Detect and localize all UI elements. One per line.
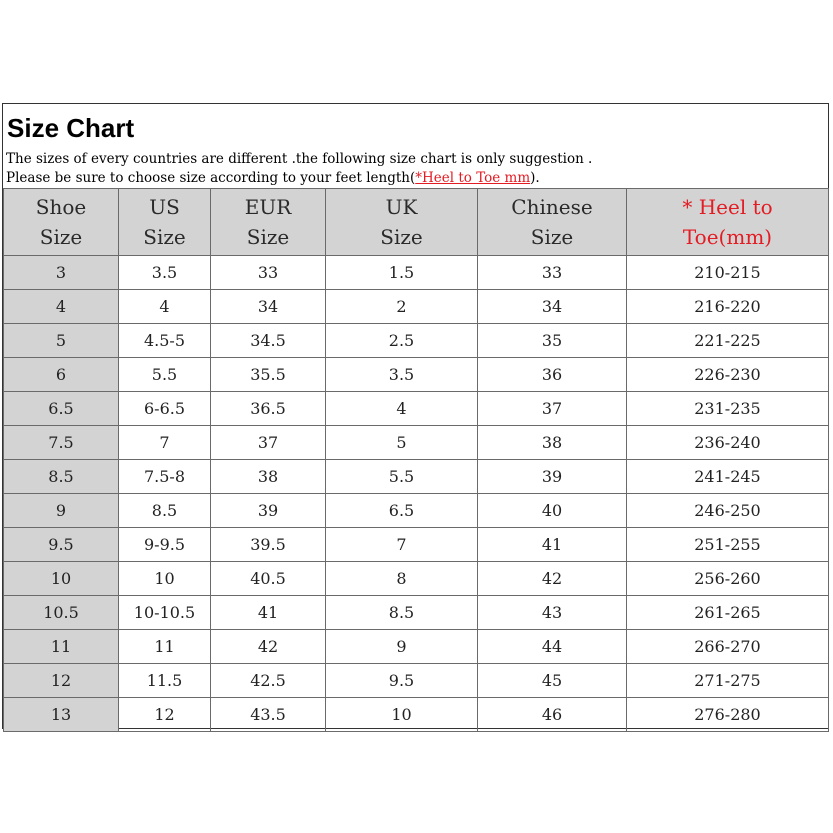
chinese-size-cell: 46 bbox=[478, 698, 627, 732]
header-uk-size: UK Size bbox=[326, 189, 478, 256]
chinese-size-cell: 34 bbox=[478, 290, 627, 324]
uk-size-cell: 5.5 bbox=[326, 460, 478, 494]
shoe-size-cell: 11 bbox=[4, 630, 119, 664]
eur-size-cell: 34.5 bbox=[211, 324, 326, 358]
shoe-size-cell: 7.5 bbox=[4, 426, 119, 460]
chinese-size-cell: 41 bbox=[478, 528, 627, 562]
header-heel-to-toe: * Heel to Toe(mm) bbox=[627, 189, 829, 256]
shoe-size-cell: 9 bbox=[4, 494, 119, 528]
chinese-size-cell: 36 bbox=[478, 358, 627, 392]
shoe-size-cell: 10 bbox=[4, 562, 119, 596]
size-note-highlight: *Heel to Toe mm bbox=[415, 170, 531, 186]
table-row bbox=[4, 664, 829, 698]
us-size-cell: 12 bbox=[119, 698, 211, 732]
eur-size-cell: 38 bbox=[211, 460, 326, 494]
uk-size-cell: 10 bbox=[326, 698, 478, 732]
uk-size-cell: 1.5 bbox=[326, 256, 478, 290]
heel-to-toe-cell: 226-230 bbox=[627, 358, 829, 392]
us-size-cell: 6-6.5 bbox=[119, 392, 211, 426]
us-size-cell: 10-10.5 bbox=[119, 596, 211, 630]
eur-size-cell: 41 bbox=[211, 596, 326, 630]
size-table bbox=[3, 188, 829, 732]
chinese-size-cell: 40 bbox=[478, 494, 627, 528]
chinese-size-cell: 38 bbox=[478, 426, 627, 460]
table-row bbox=[4, 392, 829, 426]
us-size-cell: 7 bbox=[119, 426, 211, 460]
us-size-cell: 11 bbox=[119, 630, 211, 664]
heel-to-toe-cell: 236-240 bbox=[627, 426, 829, 460]
shoe-size-cell: 13 bbox=[4, 698, 119, 732]
us-size-cell: 11.5 bbox=[119, 664, 211, 698]
eur-size-cell: 40.5 bbox=[211, 562, 326, 596]
size-note-line1: The sizes of every countries are different .the following size chart is only suggestion . bbox=[6, 151, 593, 167]
header-chinese-size: Chinese Size bbox=[478, 189, 627, 256]
heel-to-toe-cell: 231-235 bbox=[627, 392, 829, 426]
shoe-size-cell: 9.5 bbox=[4, 528, 119, 562]
chinese-size-cell: 42 bbox=[478, 562, 627, 596]
eur-size-cell: 33 bbox=[211, 256, 326, 290]
table-row bbox=[4, 324, 829, 358]
us-size-cell: 5.5 bbox=[119, 358, 211, 392]
heel-to-toe-cell: 261-265 bbox=[627, 596, 829, 630]
heel-to-toe-cell: 251-255 bbox=[627, 528, 829, 562]
heel-to-toe-cell: 241-245 bbox=[627, 460, 829, 494]
chinese-size-cell: 37 bbox=[478, 392, 627, 426]
heel-to-toe-cell: 271-275 bbox=[627, 664, 829, 698]
size-table-body bbox=[4, 256, 829, 732]
us-size-cell: 8.5 bbox=[119, 494, 211, 528]
eur-size-cell: 42.5 bbox=[211, 664, 326, 698]
table-row bbox=[4, 290, 829, 324]
eur-size-cell: 34 bbox=[211, 290, 326, 324]
eur-size-cell: 39.5 bbox=[211, 528, 326, 562]
uk-size-cell: 9.5 bbox=[326, 664, 478, 698]
us-size-cell: 10 bbox=[119, 562, 211, 596]
us-size-cell: 4.5-5 bbox=[119, 324, 211, 358]
chinese-size-cell: 45 bbox=[478, 664, 627, 698]
table-header-row bbox=[4, 189, 829, 256]
table-row bbox=[4, 426, 829, 460]
heel-to-toe-cell: 210-215 bbox=[627, 256, 829, 290]
table-row bbox=[4, 494, 829, 528]
chinese-size-cell: 35 bbox=[478, 324, 627, 358]
header-us-size: US Size bbox=[119, 189, 211, 256]
chinese-size-cell: 39 bbox=[478, 460, 627, 494]
shoe-size-cell: 8.5 bbox=[4, 460, 119, 494]
size-note-line2 bbox=[6, 170, 540, 186]
shoe-size-cell: 4 bbox=[4, 290, 119, 324]
heel-to-toe-cell: 216-220 bbox=[627, 290, 829, 324]
eur-size-cell: 39 bbox=[211, 494, 326, 528]
us-size-cell: 3.5 bbox=[119, 256, 211, 290]
table-row bbox=[4, 630, 829, 664]
shoe-size-cell: 12 bbox=[4, 664, 119, 698]
header-eur-size: EUR Size bbox=[211, 189, 326, 256]
heel-to-toe-cell: 256-260 bbox=[627, 562, 829, 596]
uk-size-cell: 8.5 bbox=[326, 596, 478, 630]
eur-size-cell: 42 bbox=[211, 630, 326, 664]
uk-size-cell: 4 bbox=[326, 392, 478, 426]
table-row bbox=[4, 596, 829, 630]
uk-size-cell: 9 bbox=[326, 630, 478, 664]
heel-to-toe-cell: 221-225 bbox=[627, 324, 829, 358]
uk-size-cell: 6.5 bbox=[326, 494, 478, 528]
page-title: Size Chart bbox=[7, 113, 135, 143]
uk-size-cell: 3.5 bbox=[326, 358, 478, 392]
table-row bbox=[4, 528, 829, 562]
us-size-cell: 4 bbox=[119, 290, 211, 324]
chinese-size-cell: 33 bbox=[478, 256, 627, 290]
shoe-size-cell: 6.5 bbox=[4, 392, 119, 426]
heel-to-toe-cell: 276-280 bbox=[627, 698, 829, 732]
chinese-size-cell: 44 bbox=[478, 630, 627, 664]
table-row bbox=[4, 358, 829, 392]
us-size-cell: 7.5-8 bbox=[119, 460, 211, 494]
chinese-size-cell: 43 bbox=[478, 596, 627, 630]
uk-size-cell: 8 bbox=[326, 562, 478, 596]
table-row bbox=[4, 256, 829, 290]
uk-size-cell: 2.5 bbox=[326, 324, 478, 358]
table-row bbox=[4, 460, 829, 494]
heel-to-toe-cell: 266-270 bbox=[627, 630, 829, 664]
heel-to-toe-cell: 246-250 bbox=[627, 494, 829, 528]
table-row bbox=[4, 698, 829, 732]
eur-size-cell: 37 bbox=[211, 426, 326, 460]
eur-size-cell: 43.5 bbox=[211, 698, 326, 732]
size-note-suffix: ). bbox=[530, 170, 540, 186]
uk-size-cell: 2 bbox=[326, 290, 478, 324]
table-row bbox=[4, 562, 829, 596]
shoe-size-cell: 6 bbox=[4, 358, 119, 392]
shoe-size-cell: 3 bbox=[4, 256, 119, 290]
us-size-cell: 9-9.5 bbox=[119, 528, 211, 562]
uk-size-cell: 7 bbox=[326, 528, 478, 562]
eur-size-cell: 35.5 bbox=[211, 358, 326, 392]
shoe-size-cell: 10.5 bbox=[4, 596, 119, 630]
eur-size-cell: 36.5 bbox=[211, 392, 326, 426]
header-shoe-size: Shoe Size bbox=[4, 189, 119, 256]
uk-size-cell: 5 bbox=[326, 426, 478, 460]
shoe-size-cell: 5 bbox=[4, 324, 119, 358]
size-note-prefix: Please be sure to choose size according to your feet length( bbox=[6, 170, 416, 186]
